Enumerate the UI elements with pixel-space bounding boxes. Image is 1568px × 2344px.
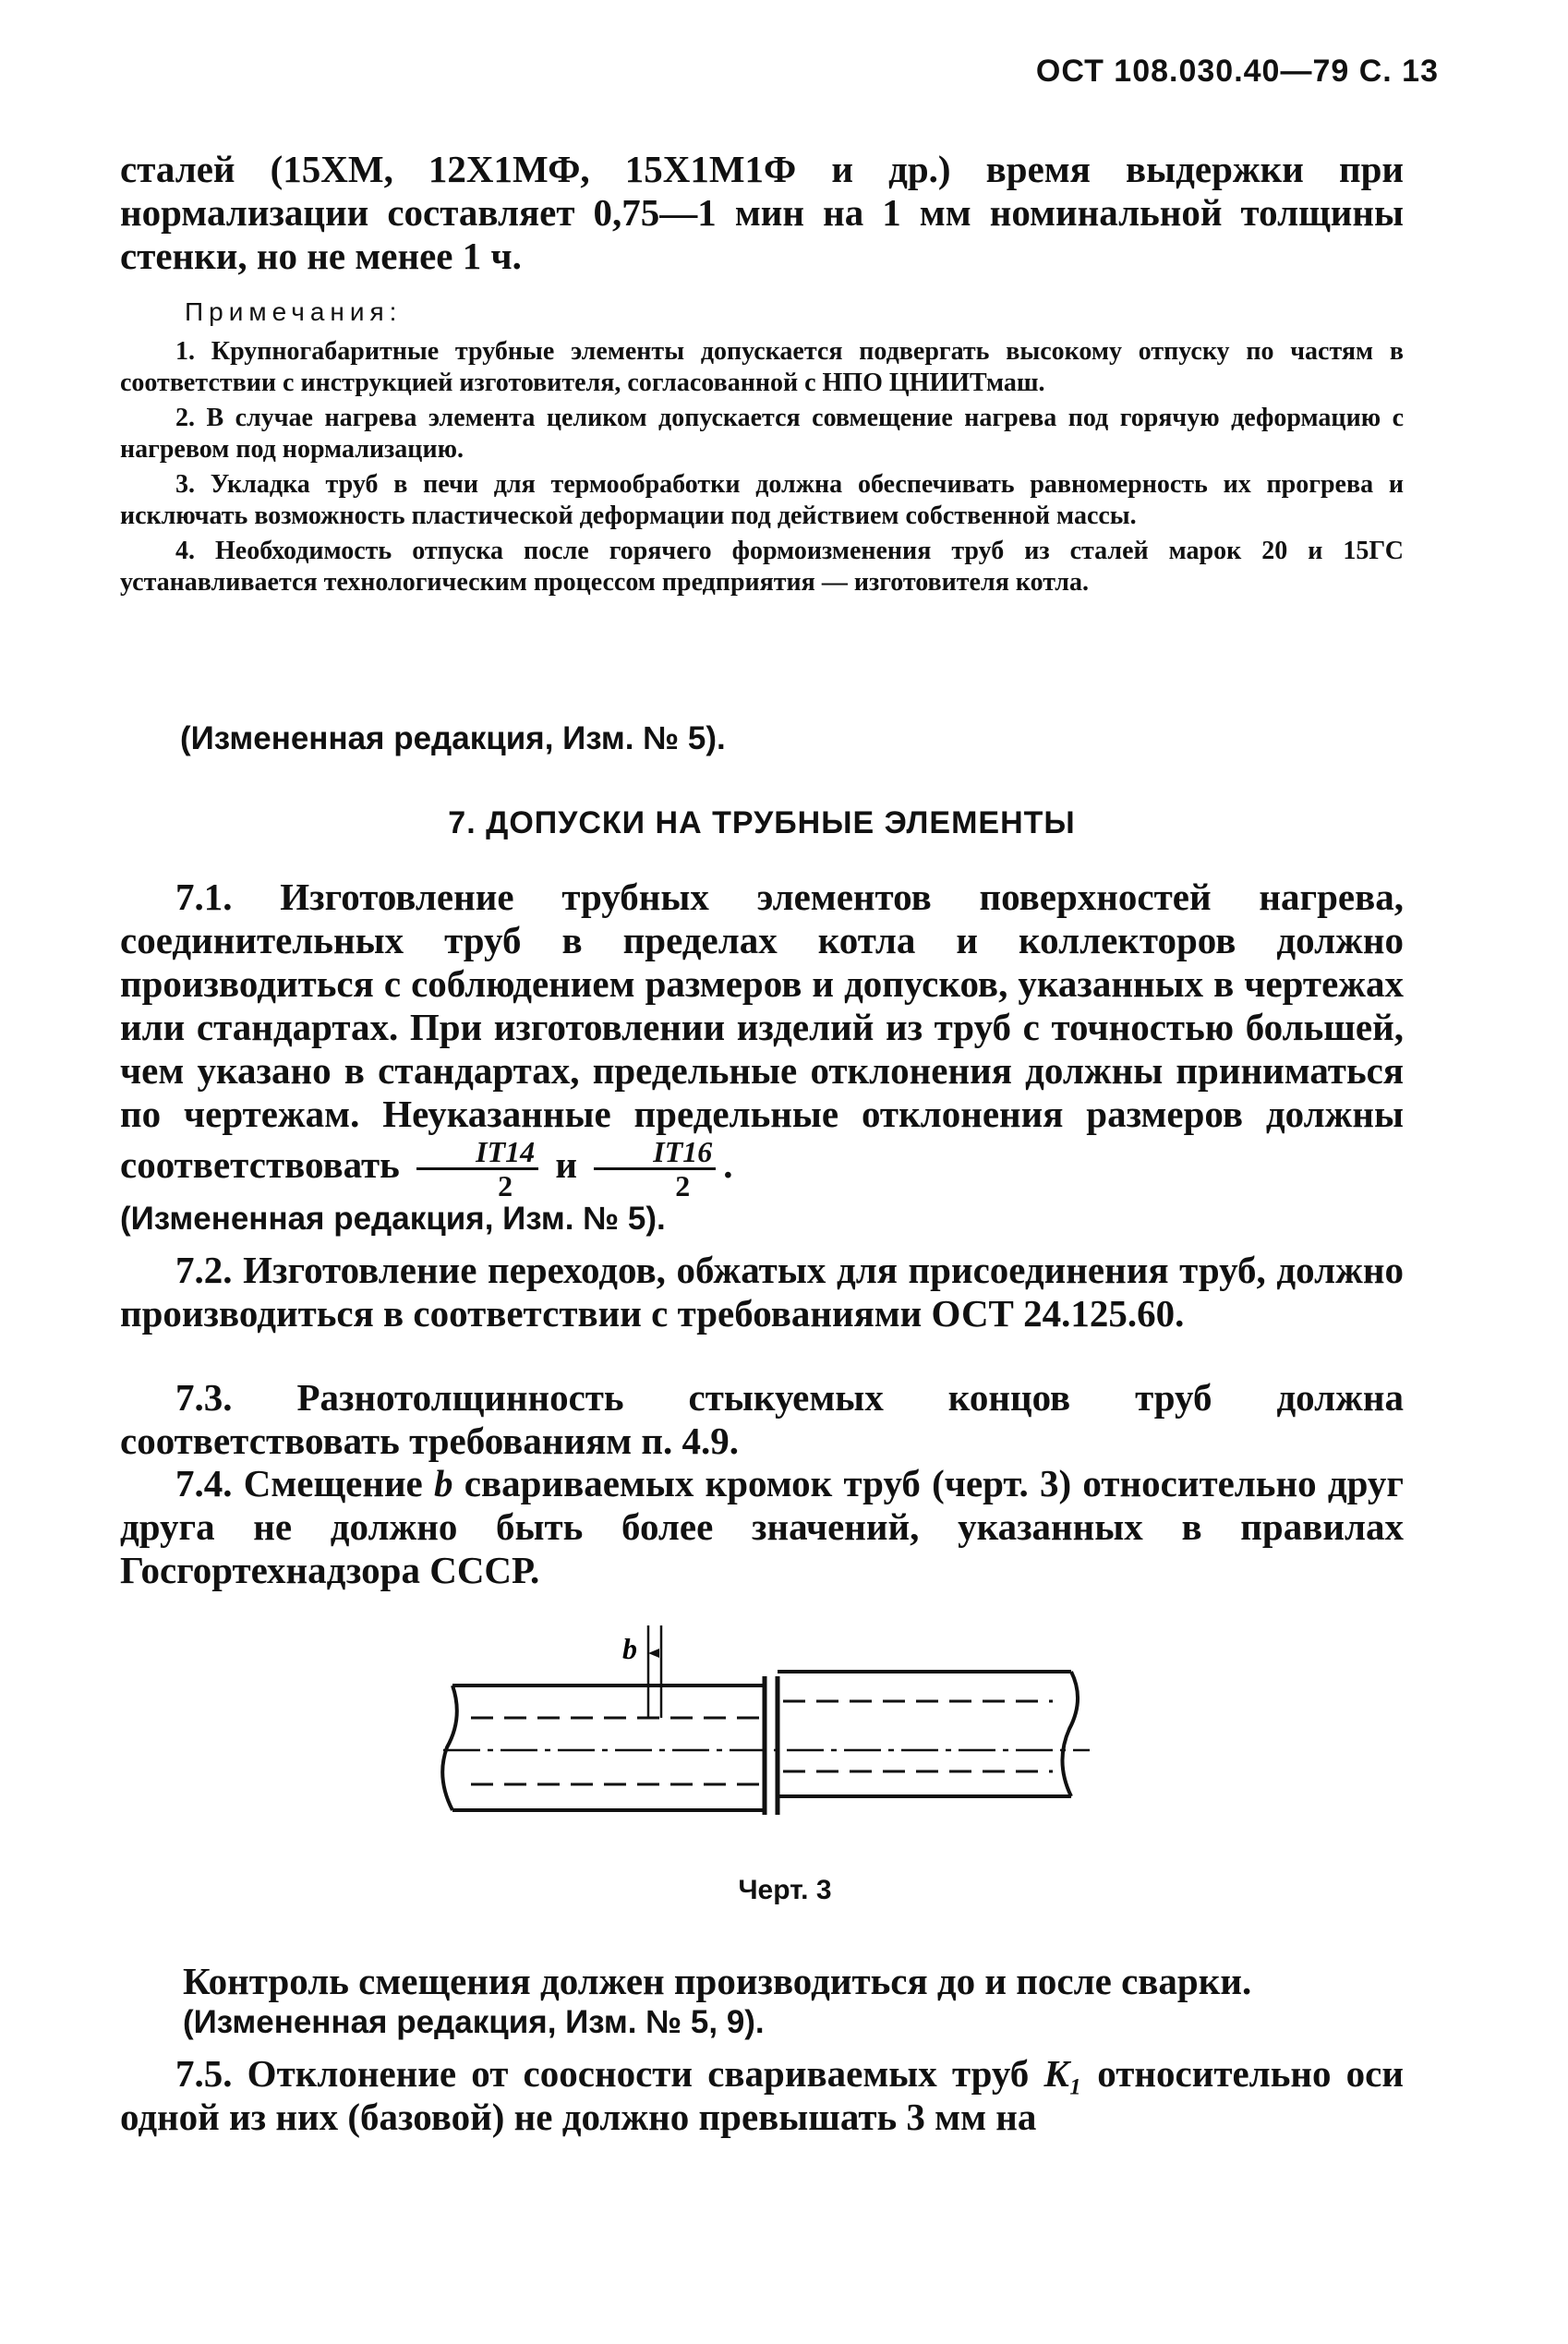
paragraph-intro: сталей (15ХМ, 12Х1МФ, 15Х1М1Ф и др.) время выдержки при нормализации составляет 0,75—1 мин на 1 мм номинальной толщины стенки, но не менее 1 ч. — [120, 148, 1404, 277]
paragraph-7-2: 7.2. Изготовление переходов, обжатых для присоединения труб, должно производиться в соответствии с требованиями ОСТ 24.125.60. — [120, 1249, 1404, 1335]
note-2: 2. В случае нагрева элемента целиком допускается совмещение нагрева под горячую деформацию с нагревом под нормализацию. — [120, 404, 1404, 464]
paragraph-7-5-start: 7.5. Отклонение от соосности свариваемых труб — [175, 2052, 1044, 2095]
fraction-it14-numerator: IT14 — [416, 1136, 538, 1170]
variable-k1: K₁ — [1043, 2052, 1083, 2095]
paragraph-7-1-end: . — [723, 1142, 733, 1186]
right-pipe-break-line — [1062, 1672, 1078, 1796]
fraction-it14-denominator: 2 — [498, 1169, 513, 1202]
paragraph-7-4-start: 7.4. Смещение — [175, 1462, 435, 1504]
figure-3-drawing — [434, 1625, 1099, 1838]
edition-note-1: (Измененная редакция, Изм. № 5). — [180, 720, 726, 756]
note-4: 4. Необходимость отпуска после горячего формоизменения труб из сталей марок 20 и 15ГС устанавливается технологическим процессом предприятия — изготовителя котла. — [120, 537, 1404, 597]
paragraph-7-4-rest: свариваемых кромок труб (черт. 3) относительно друг друга не должно быть более значений, указанных в правилах Госгортехнадзора СССР. — [120, 1462, 1404, 1591]
page-header: ОСТ 108.030.40—79 С. 13 — [1035, 54, 1439, 89]
edition-note-3: (Измененная редакция, Изм. № 5, 9). — [183, 2004, 765, 2040]
dimension-arrow — [648, 1649, 659, 1658]
figure-3-caption: Черт. 3 — [738, 1875, 832, 1905]
paragraph-7-3: 7.3. Разнотолщинность стыкуемых концов труб должна соответствовать требованиям п. 4.9. — [120, 1376, 1404, 1462]
paragraph-7-5 — [120, 2052, 1404, 2139]
note-1: 1. Крупногабаритные трубные элементы допускается подвергать высокому отпуску по частям в соответствии с инструкцией изготовителя, согласованной с НПО ЦНИИТмаш. — [120, 337, 1404, 397]
notes-list — [120, 336, 1404, 598]
left-pipe-break-line — [442, 1686, 457, 1810]
dimension-b-label: b — [622, 1632, 637, 1665]
paragraph-7-5-rest: относительно оси одной из них (базовой) не должно превышать 3 мм на — [120, 2052, 1404, 2138]
fraction-conjunction: и — [555, 1142, 577, 1186]
fraction-it16-numerator: IT16 — [594, 1136, 716, 1170]
section-title: 7. ДОПУСКИ НА ТРУБНЫЕ ЭЛЕМЕНТЫ — [448, 805, 1076, 840]
fraction-it16-denominator: 2 — [675, 1169, 691, 1202]
edition-note-2: (Измененная редакция, Изм. № 5). — [120, 1201, 666, 1237]
paragraph-7-1 — [120, 876, 1404, 1202]
fraction-it16 — [594, 1136, 716, 1202]
paragraph-7-1-text: 7.1. Изготовление трубных элементов поверхностей нагрева, соединительных труб в пределах котла и коллекторов должно производиться с соблюдением размеров и допусков, указанных в чертежах или стандартах. При изготовлении изделий из труб с точностью большей, чем указано в стандартах, предельные отклонения должны приниматься по чертежам. Неуказанные предельные отклонения размеров должны соответствовать — [120, 876, 1404, 1186]
paragraph-7-4 — [120, 1462, 1404, 1592]
notes-heading: Примечания: — [185, 297, 403, 326]
variable-b: b — [434, 1462, 453, 1504]
note-3: 3. Укладка труб в печи для термообработки должна обеспечивать равномерность их прогрева и исключать возможность пластической деформации под действием собственной массы. — [120, 470, 1404, 530]
fraction-it14 — [416, 1136, 538, 1202]
paragraph-control: Контроль смещения должен производиться до и после сварки. — [183, 1960, 1252, 2002]
